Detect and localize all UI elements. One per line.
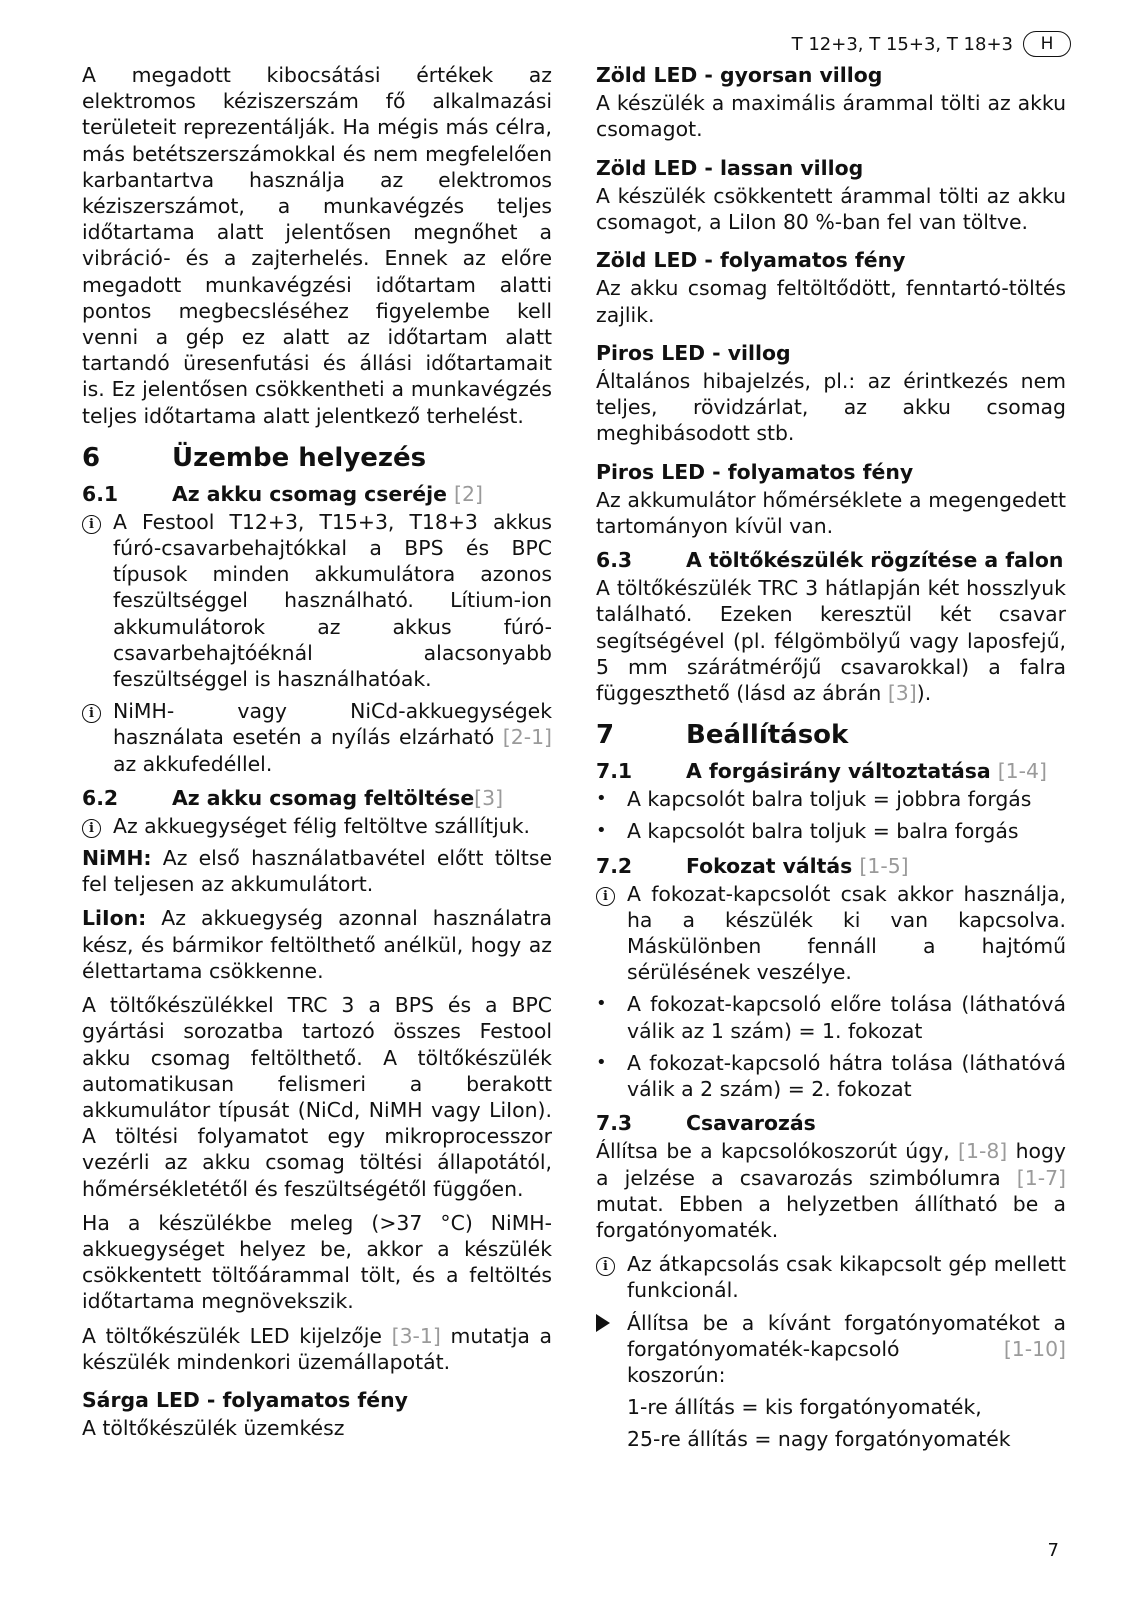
list-item: • A kapcsolót balra toljuk = balra forgás — [596, 819, 1019, 844]
charger-paragraph: A töltőkészülékkel TRC 3 a BPS és a BPC gyártási sorozatba tartozó összes Festool akku csomag feltölthető. A töltőkészülék automatikusan felismeri a berakott akkumulátor típusát (NiCd, NiMH vagy LiIon). A töltési folyamatot egy mikroprocesszor vezérli az akku csomag töltési állapotától, hőmérsékletétől és feszültségétől függően. — [82, 993, 552, 1201]
info-icon: i — [82, 515, 101, 534]
section-6-3-heading: 6.3 A töltőkészülék rögzítése a falon — [596, 548, 1064, 573]
bullet-icon: • — [596, 1051, 607, 1073]
figure-ref: [3-1] — [391, 1323, 441, 1348]
info-icon: i — [596, 1257, 615, 1276]
section-6-2-heading: 6.2 Az akku csomag feltöltése[3] — [82, 785, 504, 810]
green-fast-heading: Zöld LED - gyorsan villog — [596, 63, 883, 87]
info-icon: i — [596, 887, 615, 906]
intro-paragraph: A megadott kibocsátási értékek az elektromos kéziszerszám fő alkalmazási területeit reprezentálják. Ha mégis más célra, más betétszerszámokkal és nem megfelelően karbantartva használja az elektromos kéziszerszámot, a munkavégzés teljes időtartama alatt jelentősen megnőhet a vibráció- és a zajterhelés. Ennek az előre megadott munkavégzési időtartam alatti pontos megbecsléséhez figyelembe kell venni a gép ez alatt az időtartam alatt tartandó üresenfutási és állási időtartamait is. Ez jelentősen csökkentheti a munkavégzés teljes időtartama alatt jelentkező terhelést. — [82, 63, 552, 428]
list-item: • A kapcsolót balra toljuk = jobbra forgás — [596, 787, 1032, 812]
figure-ref: [2-1] — [502, 725, 552, 750]
figure-ref: [1-7] — [1016, 1165, 1066, 1190]
red-continuous-heading: Piros LED - folyamatos fény — [596, 459, 914, 484]
info-note: i NiMH- vagy NiCd-akkuegységek használata esetén a nyílás elzárható [2-1] az akkufedéllel. — [82, 698, 552, 777]
list-item: • A fokozat-kapcsoló hátra tolása (láthatóvá válik a 2 szám) = 2. fokozat — [596, 1050, 1066, 1102]
list-item: • A fokozat-kapcsoló előre tolása (láthatóvá válik az 1 szám) = 1. fokozat — [596, 992, 1066, 1043]
info-note: i Az átkapcsolás csak kikapcsolt gép mellett funkcionál. — [596, 1251, 1066, 1303]
wall-mount-paragraph: A töltőkészülék TRC 3 hátlapján két hosszlyuk található. Ezeken keresztül két csavar segítségével (pl. félgömbölyű vagy laposfejű, 5 mm szárátmérőjű csavarokkal) a falra függeszthető (lásd az ábrán [3]). — [596, 576, 1066, 706]
info-icon: i — [82, 704, 101, 723]
left-column — [82, 62, 552, 1449]
figure-ref: [1-4] — [997, 759, 1047, 784]
screwing-paragraph: Állítsa be a kapcsolókoszorút úgy, [1-8] hogy a jelzése a csavarozás szimbólumra [1-7] mutat. Ebben a helyzetben állítható be a forgatónyomaték. — [596, 1139, 1067, 1242]
right-column — [596, 62, 1066, 1459]
green-fast-text: A készülék a maximális árammal tölti az akku csomagot. — [596, 91, 1066, 142]
section-7-1-heading: 7.1 A forgásirány változtatása [1-4] — [596, 759, 1047, 784]
figure-ref: [1-5] — [859, 853, 909, 878]
info-icon: i — [82, 819, 101, 838]
yellow-led-heading: Sárga LED - folyamatos fény — [82, 1387, 408, 1412]
torque-setting-high: 25-re állítás = nagy forgatónyomaték — [627, 1427, 1011, 1452]
info-note: i A fokozat-kapcsolót csak akkor használja, ha a készülék ki van kapcsolva. Máskülönben fennáll a hajtómű sérülésének veszélye. — [596, 881, 1066, 986]
section-7-2-heading: 7.2 Fokozat váltás [1-5] — [596, 853, 909, 878]
section-7-3-heading: 7.3 Csavarozás — [596, 1111, 816, 1136]
section-6-heading: 6 Üzembe helyezés — [82, 442, 427, 473]
info-note: i A Festool T12+3, T15+3, T18+3 akkus fúró-csavarbehajtókkal a BPS és BPC típusok minden akkumulátora azonos feszültséggel használható. Lítium-ion akkumulátorok az akkus fúró-csavarbehajtóéknál alacsonyabb feszültséggel is használhatóak. — [82, 509, 552, 692]
bullet-icon: • — [596, 820, 607, 842]
language-badge: H — [1023, 31, 1071, 57]
figure-ref: [1-10] — [1003, 1336, 1066, 1361]
section-6-1-heading: 6.1 Az akku csomag cseréje [2] — [82, 481, 483, 506]
green-continuous-heading: Zöld LED - folyamatos fény — [596, 248, 906, 273]
torque-setting-low: 1-re állítás = kis forgatónyomaték, — [627, 1395, 982, 1420]
instruction-step: Állítsa be a kívánt forgatónyomatékot a forgatónyomaték-kapcsoló [1-10] koszorún: — [596, 1310, 1066, 1389]
figure-ref: [3] — [474, 785, 504, 810]
red-continuous-text: Az akkumulátor hőmérséklete a megengedett tartományon kívül van. — [596, 487, 1066, 539]
red-blink-heading: Piros LED - villog — [596, 340, 791, 365]
warm-battery-paragraph: Ha a készülékbe meleg (>37 °C) NiMH-akkuegységet helyez be, akkor a készülék csökkentett töltőárammal tölt, és a feltöltés időtartama megnövekszik. — [82, 1210, 552, 1314]
nimh-paragraph: NiMH: Az első használatbavétel előtt töltse fel teljesen az akkumulátort. — [82, 846, 553, 897]
liion-paragraph: LiIon: Az akkuegység azonnal használatra kész, és bármikor feltölthető anélkül, hogy az élettartama csökkenne. — [82, 906, 552, 983]
bullet-icon: • — [596, 993, 607, 1015]
bullet-icon: • — [596, 788, 607, 810]
red-blink-text: Általános hibajelzés, pl.: az érintkezés nem teljes, rövidzárlat, az akku csomag meghibásodott stb. — [596, 369, 1066, 446]
green-continuous-text: Az akku csomag feltöltődött, fenntartó-töltés zajlik. — [596, 276, 1066, 327]
green-slow-heading: Zöld LED - lassan villog — [596, 155, 864, 180]
info-note: i Az akkuegységet félig feltöltve szállítjuk. — [82, 813, 552, 839]
page-header — [792, 31, 1071, 57]
model-list: T 12+3, T 15+3, T 18+3 — [791, 33, 1013, 55]
arrow-right-icon — [596, 1314, 610, 1332]
green-slow-text: A készülék csökkentett árammal tölti az akku csomagot, a LiIon 80 %-ban fel van töltve. — [596, 183, 1066, 235]
figure-ref: [2] — [454, 481, 483, 506]
led-paragraph: A töltőkészülék LED kijelzője [3-1] mutatja a készülék mindenkori üzemállapotát. — [82, 1323, 552, 1374]
yellow-led-text: A töltőkészülék üzemkész — [82, 1416, 345, 1441]
figure-ref: [1-8] — [958, 1139, 1008, 1164]
figure-ref: [3] — [887, 681, 917, 706]
section-7-heading: 7 Beállítások — [596, 720, 849, 751]
page-number: 7 — [1047, 1540, 1059, 1561]
